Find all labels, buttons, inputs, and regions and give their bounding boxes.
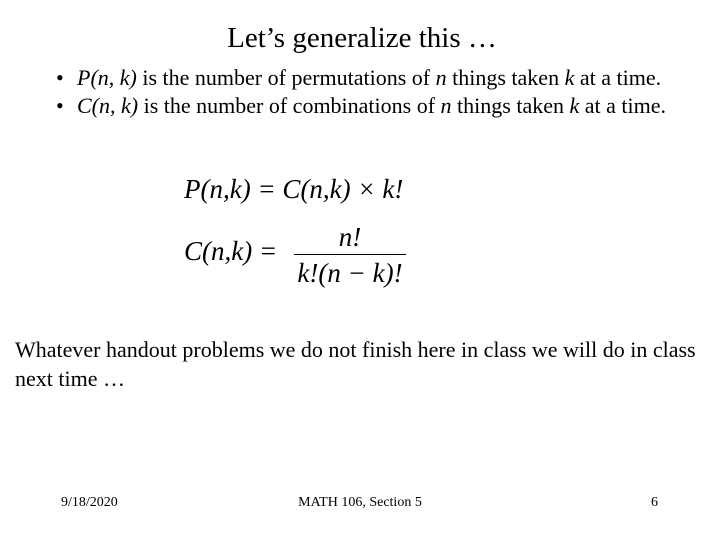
formula-combination-lhs: C(n,k) = xyxy=(184,236,278,266)
fraction-numerator: n! xyxy=(338,222,362,252)
bullet-text: at a time. xyxy=(574,65,662,90)
var-k: k xyxy=(569,93,580,118)
bullet-list xyxy=(56,65,696,121)
var-n: n xyxy=(435,65,447,90)
bullet-permutations xyxy=(56,65,696,90)
var-n: n xyxy=(440,93,452,118)
bullet-dot: • xyxy=(56,65,64,90)
bullet-dot: • xyxy=(56,93,64,118)
formula-permutation: P(n,k) = C(n,k) × k! xyxy=(184,174,404,204)
footer-course: MATH 106, Section 5 xyxy=(298,495,422,510)
bullet-text: is the number of permutations of xyxy=(136,65,436,90)
formula-combination-fraction xyxy=(294,222,406,289)
slide-title: Let’s generalize this … xyxy=(227,22,497,54)
bullet-text: at a time. xyxy=(579,93,666,118)
formula-block xyxy=(184,170,444,295)
footer-date: 9/18/2020 xyxy=(61,495,118,510)
notation-c: C(n, k) xyxy=(77,93,139,118)
var-k: k xyxy=(564,65,575,90)
footer-page-number: 6 xyxy=(651,495,658,510)
notation-p: P(n, k) xyxy=(77,65,137,90)
fraction-denominator: k!(n − k)! xyxy=(297,258,403,288)
bullet-combinations xyxy=(56,93,696,118)
bullet-text: things taken xyxy=(446,65,565,90)
handout-note: Whatever handout problems we do not finish here in class we will do in class next time … xyxy=(15,337,696,391)
fraction-bar xyxy=(294,254,406,255)
bullet-text: is the number of combinations of xyxy=(138,93,441,118)
bullet-text: things taken xyxy=(451,93,570,118)
